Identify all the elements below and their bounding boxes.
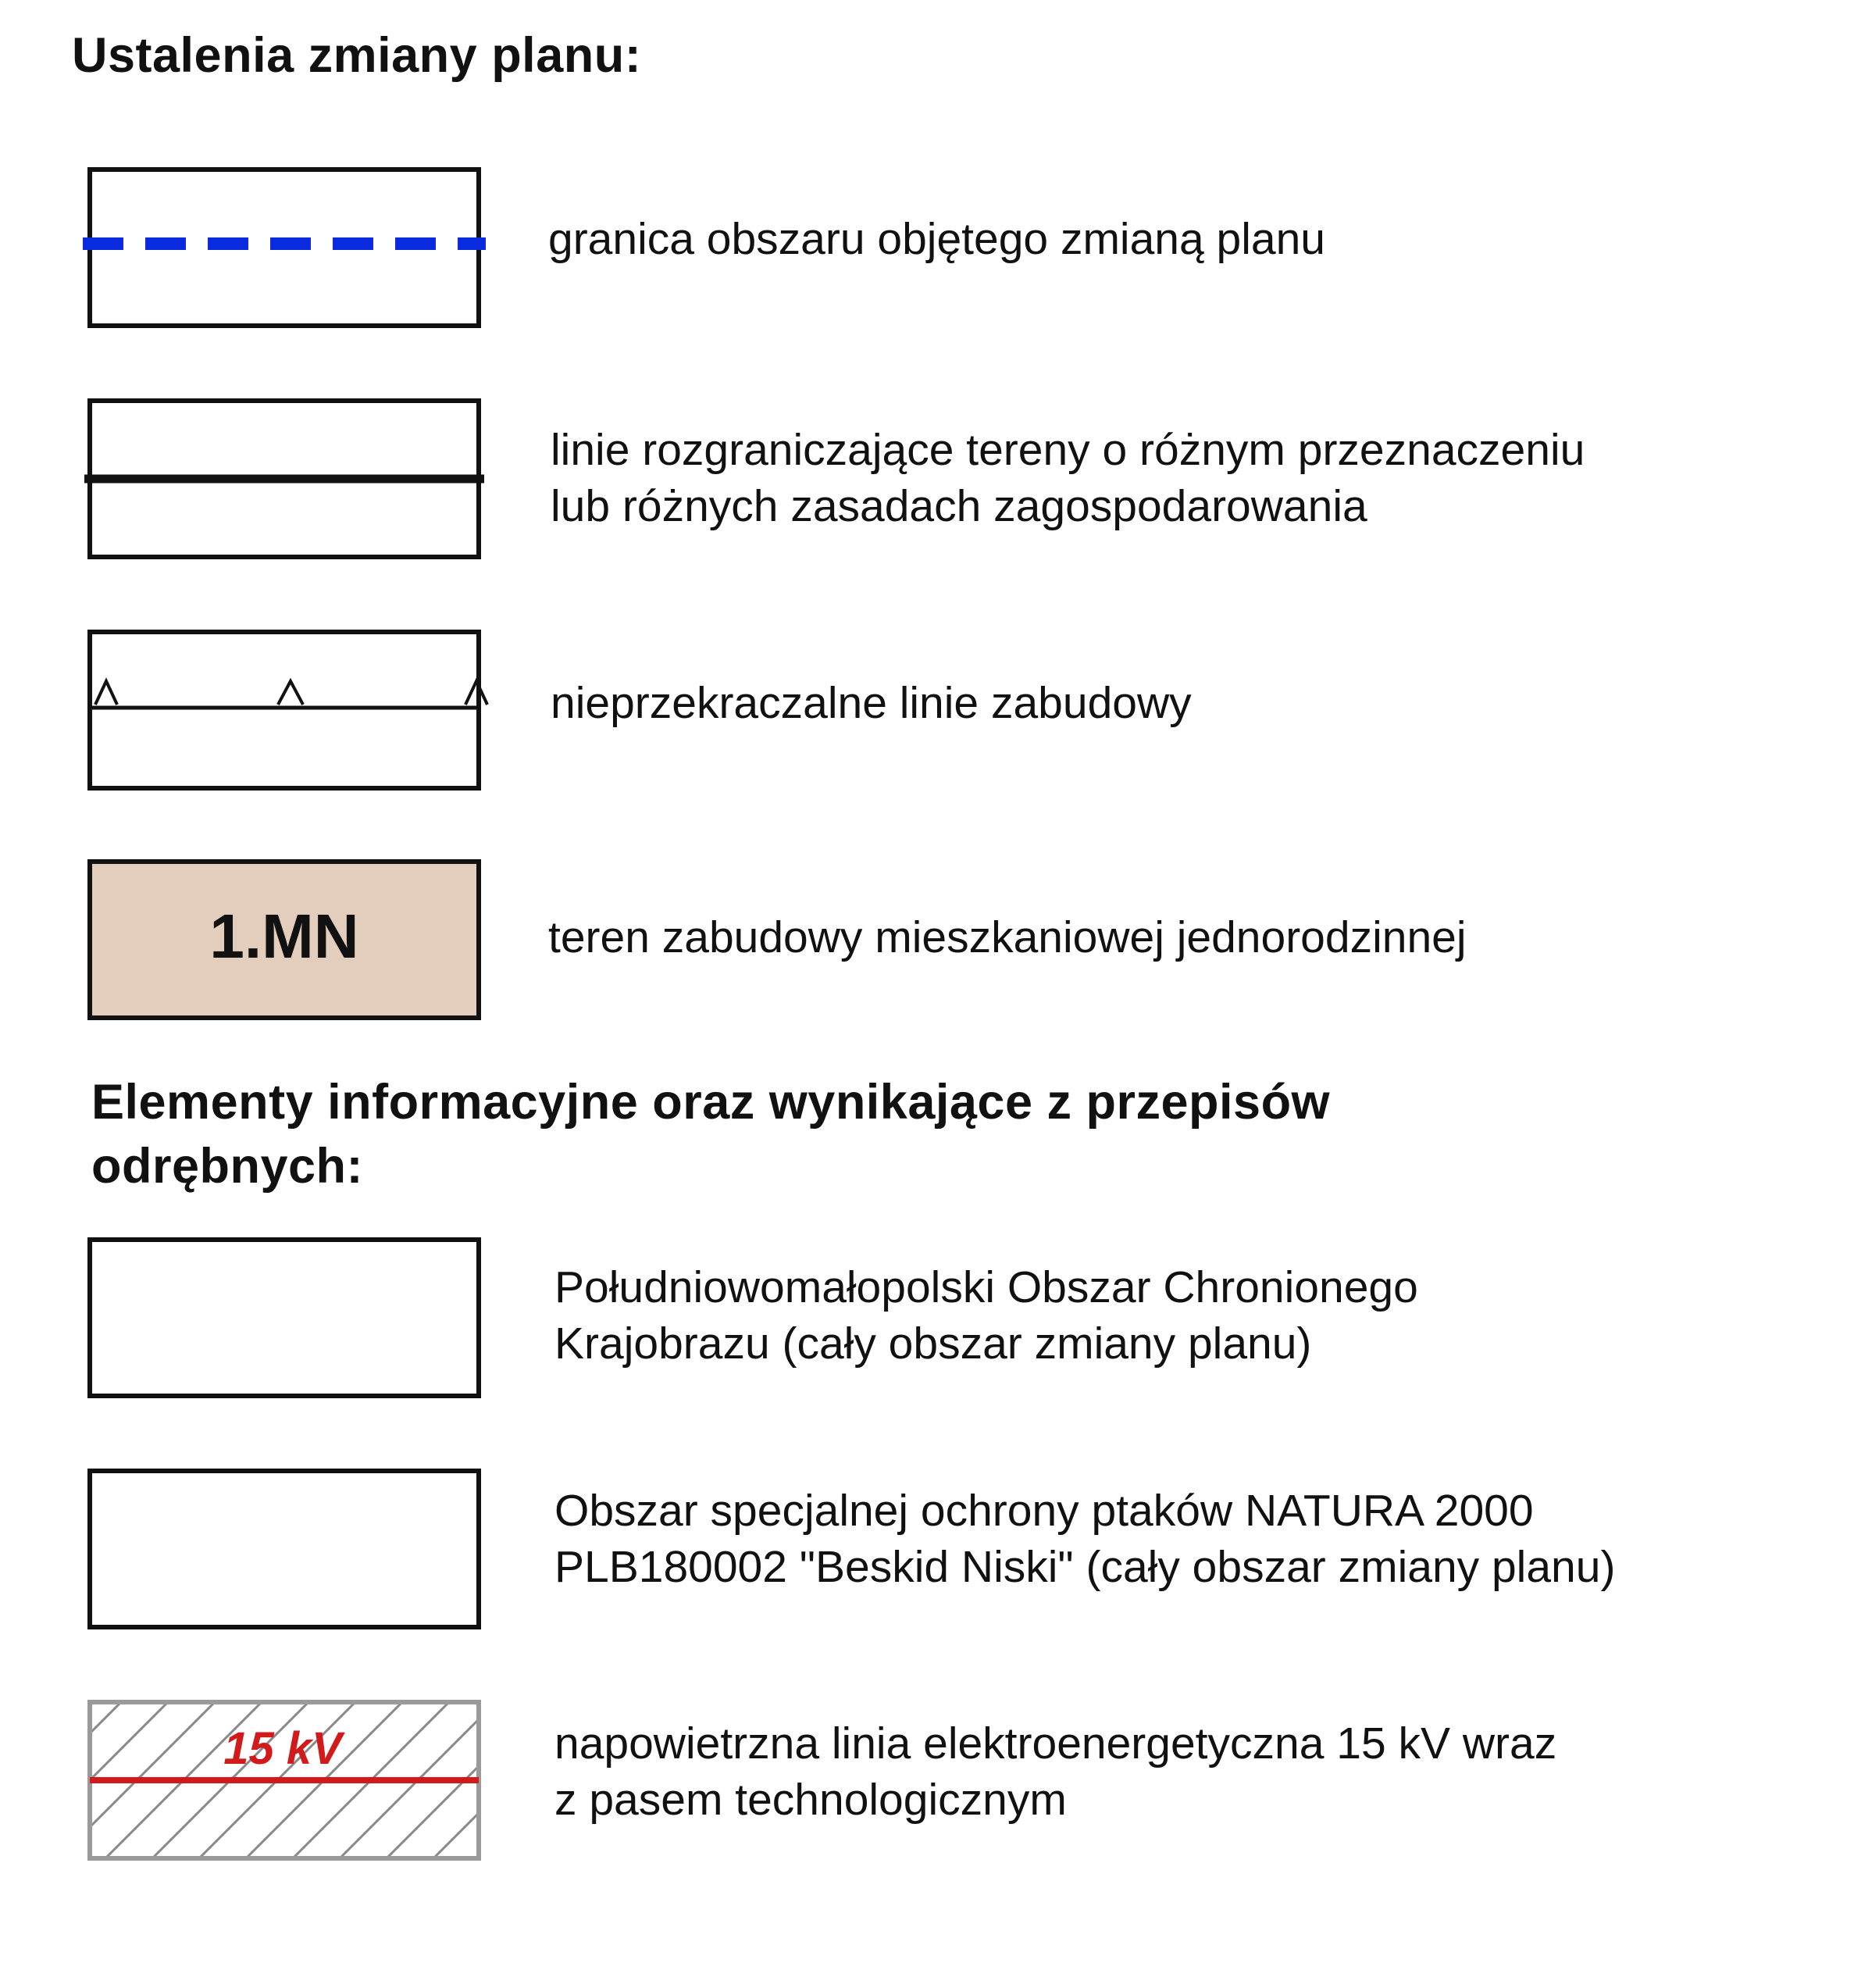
legend-symbol-dividing-lines [87, 398, 481, 559]
legend-symbol-power-line [87, 1700, 481, 1861]
building-line-triangles-icon [87, 630, 481, 791]
legend-description-power-line: napowietrzna linia elektroenergetyczna 15 kV wraz z pasem technologicznym [554, 1719, 1557, 1825]
hatch-line [0, 1700, 77, 1861]
legend-description-residential-zone: teren zabudowy mieszkaniowej jednorodzinnej [548, 912, 1467, 962]
legend-symbol-residential-zone [87, 859, 481, 1020]
legend-symbol-landscape-area [87, 1237, 481, 1398]
legend-symbol-plan-boundary [87, 167, 481, 328]
legend-description-building-lines: nieprzekraczalne linie zabudowy [551, 678, 1192, 728]
section-title-info: Elementy informacyjne oraz wynikające z przepisów odrębnych: [91, 1075, 1331, 1194]
solid-black-line-icon [87, 398, 481, 559]
power-line-hatched-icon [87, 1700, 481, 1861]
legend-description-plan-boundary: granica obszaru objętego zmianą planu [548, 214, 1325, 264]
zone-code-label: 1.MN [209, 901, 359, 971]
voltage-label: 15 kV [223, 1723, 342, 1774]
land-use-zone-icon [87, 859, 481, 1020]
empty-box-icon [87, 1237, 481, 1398]
section-title-plan: Ustalenia zmiany planu: [72, 28, 642, 83]
legend-description-natura-area: Obszar specjalnej ochrony ptaków NATURA 2000 PLB180002 "Beskid Niski" (cały obszar zmiany planu) [554, 1486, 1616, 1592]
legend-symbol-building-lines [87, 630, 481, 791]
empty-box-icon [87, 1469, 481, 1629]
legend-symbol-natura-area [87, 1469, 481, 1629]
dashed-blue-line-icon [87, 167, 481, 328]
legend-description-landscape-area: Południowomałopolski Obszar Chronionego Krajobrazu (cały obszar zmiany planu) [554, 1262, 1418, 1369]
legend-description-dividing-lines: linie rozgraniczające tereny o różnym przeznaczeniu lub różnych zasadach zagospodarowania [551, 425, 1585, 531]
